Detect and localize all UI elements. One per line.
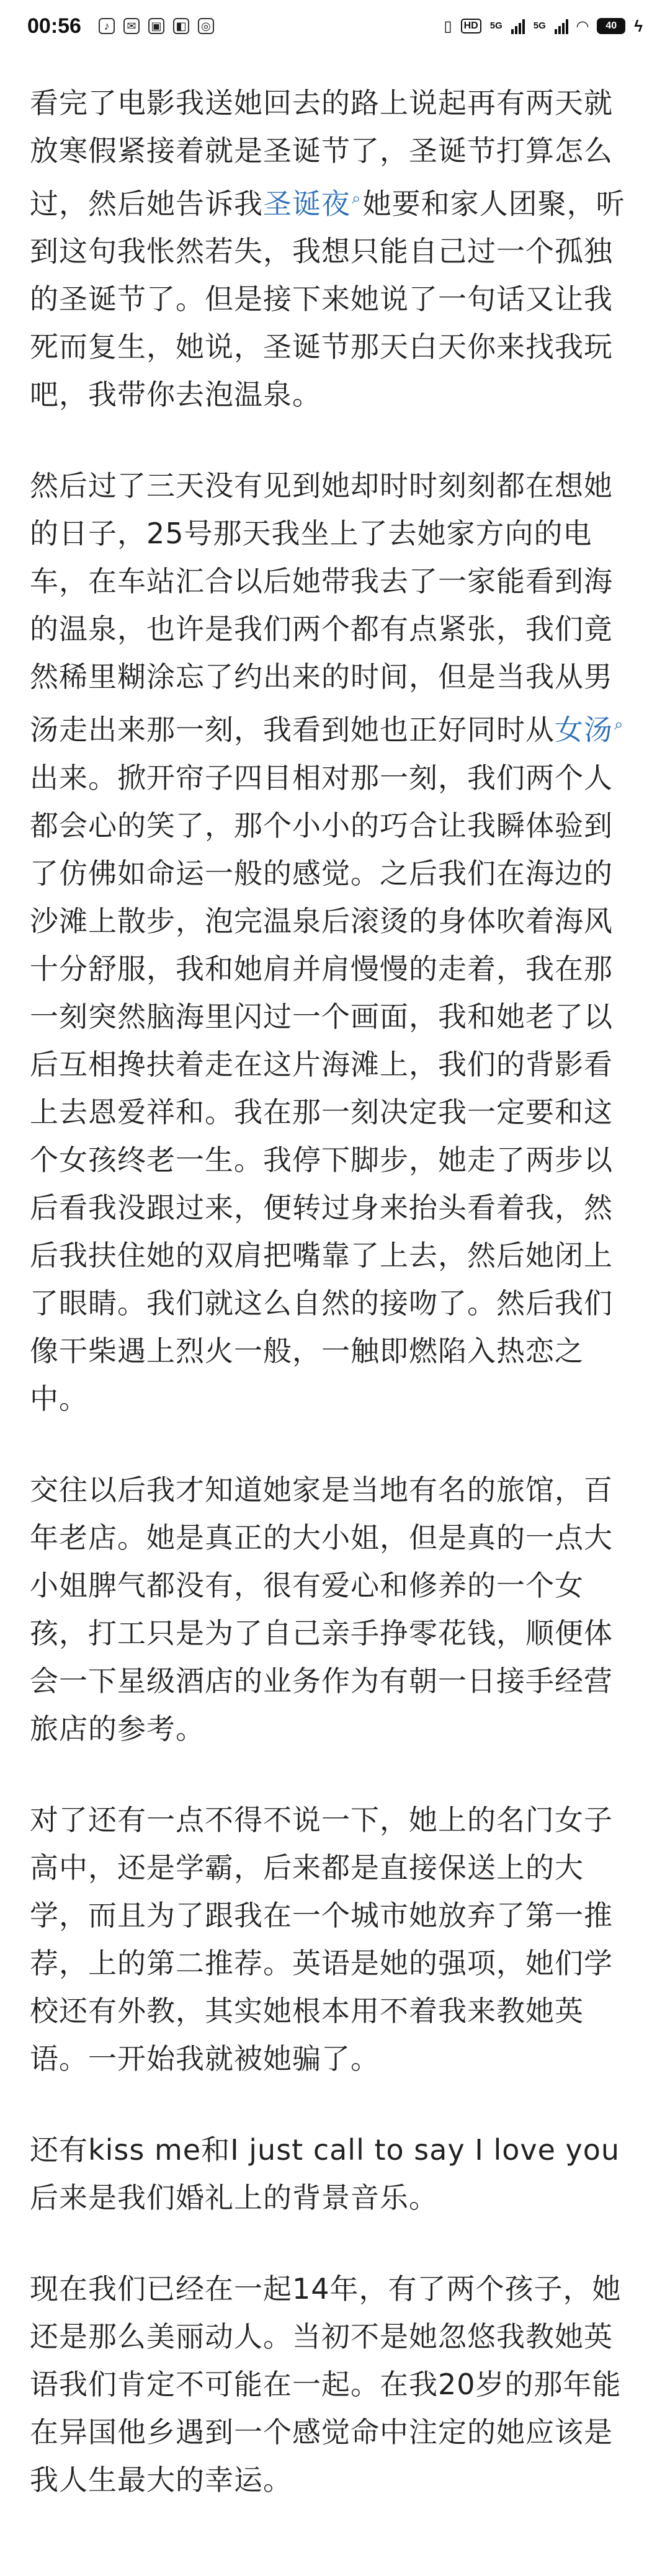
hd-badge: HD bbox=[461, 19, 481, 33]
status-time: 00:56 bbox=[27, 14, 81, 38]
paragraph-text: 交往以后我才知道她家是当地有名的旅馆，百年老店。她是真正的大小姐，但是真的一点大小姐脾气都没有，很有爱心和修养的一个女孩，打工只是为了自己亲手挣零花钱，顺便体会一下星级酒店的业务作为有朝一日接手经营旅店的参考。 bbox=[30, 1473, 613, 1745]
app-icon: ◧ bbox=[173, 18, 189, 34]
paragraph-text: 看完了电影我送她回去的路上说起再有两天就放寒假紧接着就是圣诞节了，圣诞节打算怎么过，然后她告诉我 bbox=[30, 86, 613, 221]
paragraph-text: 出来。掀开帘子四目相对那一刻，我们两个人都会心的笑了，那个小小的巧合让我瞬体验到了仿佛如命运一般的感觉。之后我们在海边的沙滩上散步，泡完温泉后滚烫的身体吹着海风十分舒服，我和她肩并肩慢慢的走着，我在那一刻突然脑海里闪过一个画面，我和她老了以后互相搀扶着走在这片海滩上，我们的背影看上去恩爱祥和。我在那一刻决定我一定要和这个女孩终老一生。我停下脚步，她走了两步以后看我没跟过来，便转过身来抬头看着我，然后我扶住她的双肩把嘴靠了上去，然后她闭上了眼睛。我们就这么自然的接吻了。然后我们像干柴遇上烈火一般，一触即燃陷入热恋之中。 bbox=[30, 760, 613, 1415]
article-paragraph bbox=[30, 1796, 640, 2083]
browser-icon: ◎ bbox=[198, 18, 214, 34]
paragraph-text: 对了还有一点不得不说一下，她上的名门女子高中，还是学霸，后来都是直接保送上的大学，而且为了跟我在一个城市她放弃了第一推荐，上的第二推荐。英语是她的强项，她们学校还有外教，其实她根本用不着我来教她英语。一开始我就被她骗了。 bbox=[30, 1803, 613, 2075]
article-paragraph bbox=[30, 2265, 640, 2504]
article-paragraph bbox=[30, 79, 640, 419]
battery-icon: 40 bbox=[597, 18, 625, 34]
article-body bbox=[0, 52, 670, 2504]
article-paragraph bbox=[30, 1466, 640, 1753]
search-icon[interactable]: ⌕ bbox=[614, 715, 624, 734]
article-paragraph bbox=[30, 2126, 640, 2222]
charging-icon: ϟ bbox=[634, 16, 643, 35]
tiktok-icon: ♪ bbox=[99, 18, 115, 34]
paragraph-text: 她要和家人团聚，听到这句我怅然若失，我想只能自己过一个孤独的圣诞节了。但是接下来她说了一句话又让我死而复生，她说，圣诞节那天白天你来找我玩吧，我带你去泡温泉。 bbox=[30, 187, 625, 412]
mail-icon: ✉ bbox=[123, 18, 140, 34]
network-1-label: 5G bbox=[489, 20, 502, 31]
paragraph-text: 现在我们已经在一起14年，有了两个孩子，她还是那么美丽动人。当初不是她忽悠我教她英语我们肯定不可能在一起。在我20岁的那年能在异国他乡遇到一个感觉命中注定的她应该是我人生最大的幸运。 bbox=[30, 2271, 622, 2497]
signal-1-icon bbox=[511, 18, 525, 34]
status-left bbox=[27, 14, 214, 38]
wifi-icon: ◠ bbox=[576, 17, 589, 35]
search-link[interactable]: 圣诞夜 bbox=[263, 187, 351, 221]
paragraph-text: 然后过了三天没有见到她却时时刻刻都在想她的日子，25号那天我坐上了去她家方向的电车，在车站汇合以后她带我去了一家能看到海的温泉，也许是我们两个都有点紧张，我们竟然稀里糊涂忘了约出来的时间，但是当我从男汤走出来那一刻，我看到她也正好同时从 bbox=[30, 469, 613, 747]
article-paragraph bbox=[30, 462, 640, 1422]
status-right bbox=[444, 17, 643, 36]
search-link[interactable]: 女汤 bbox=[555, 713, 613, 747]
paragraph-text: 还有kiss me和I just call to say I love you 后来是我们婚礼上的背景音乐。 bbox=[30, 2133, 620, 2214]
vibrate-icon: ▯ bbox=[444, 17, 452, 35]
network-2-label: 5G bbox=[533, 20, 546, 31]
status-bar bbox=[0, 0, 670, 52]
signal-2-icon bbox=[555, 18, 568, 34]
search-icon[interactable]: ⌕ bbox=[352, 189, 362, 208]
image-icon: ▣ bbox=[148, 18, 164, 34]
